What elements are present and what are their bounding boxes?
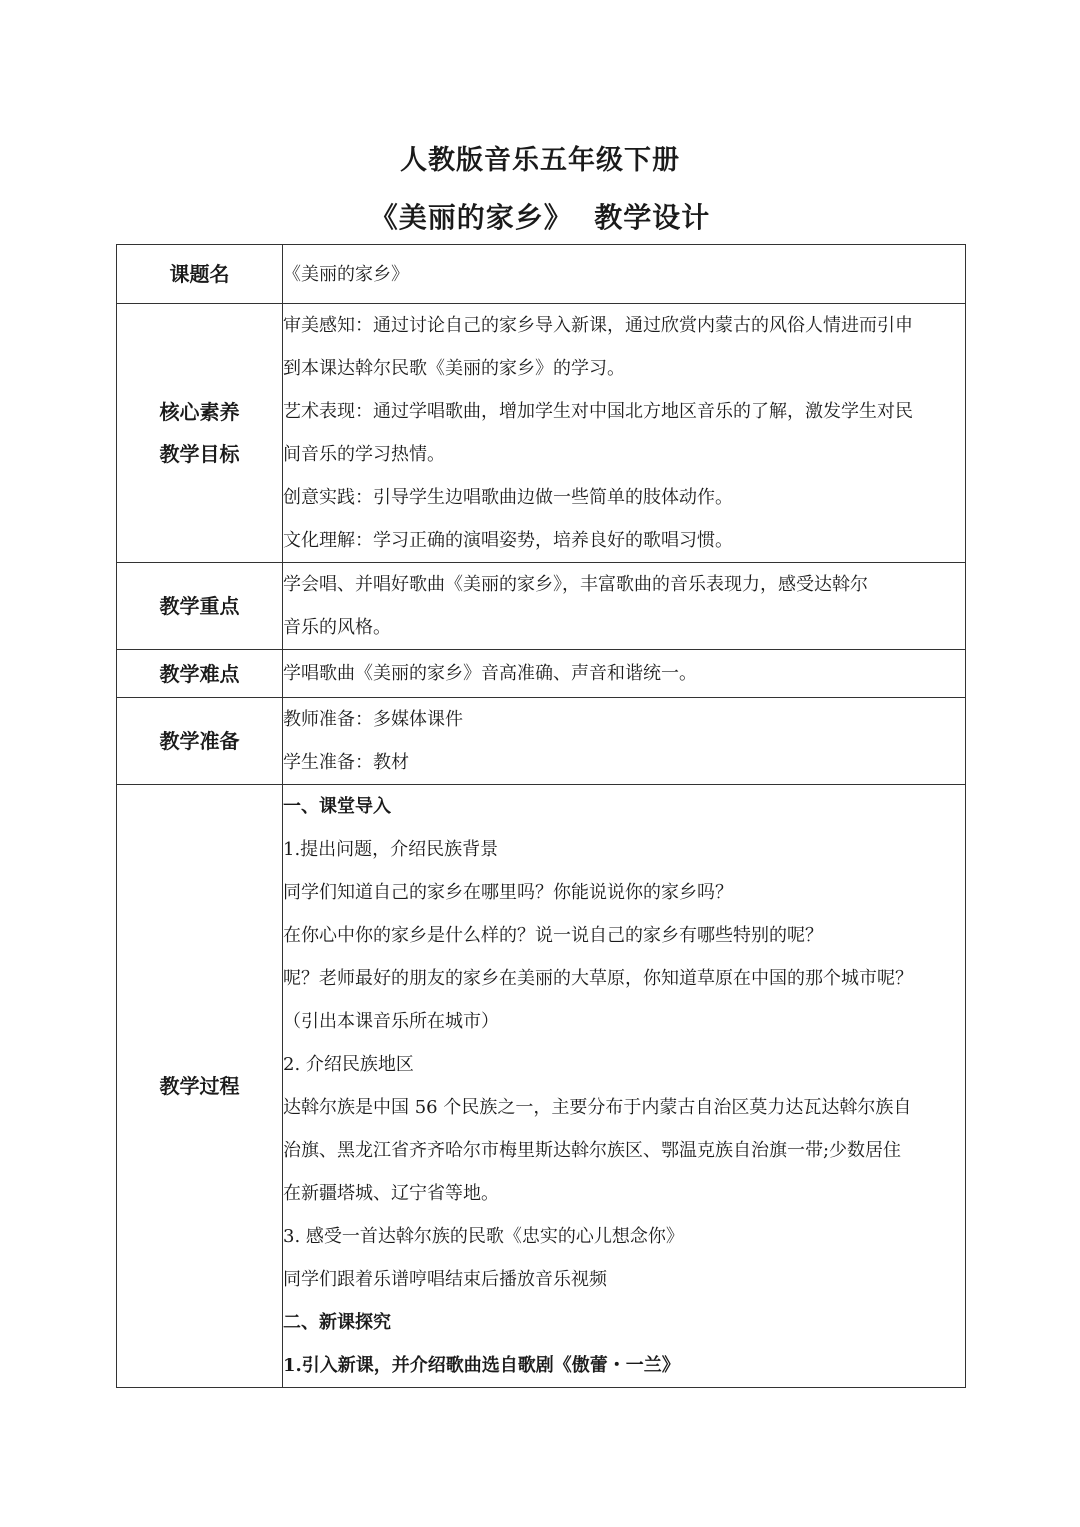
key-points-line: 音乐的风格。 xyxy=(283,617,391,638)
section-heading: 一、课堂导入 xyxy=(283,796,391,817)
goal-line: 文化理解：学习正确的演唱姿势，培养良好的歌唱习惯。 xyxy=(283,530,733,551)
key-points-content xyxy=(283,563,966,650)
process-line: 1.提出问题，介绍民族背景 xyxy=(283,839,499,860)
process-line: 呢？老师最好的朋友的家乡在美丽的大草原，你知道草原在中国的那个城市呢？ xyxy=(283,968,913,989)
process-line: 1.引入新课，并介绍歌曲选自歌剧《傲蕾・一兰》 xyxy=(283,1355,680,1376)
preparation-content xyxy=(283,698,966,785)
preparation-row xyxy=(117,698,966,785)
goal-line: 艺术表现：通过学唱歌曲，增加学生对中国北方地区音乐的了解，激发学生对民 xyxy=(283,401,913,422)
process-line: 2. 介绍民族地区 xyxy=(283,1054,414,1075)
process-line: 在新疆塔城、辽宁省等地。 xyxy=(283,1183,499,1204)
process-line: 同学们知道自己的家乡在哪里吗？你能说说你的家乡吗？ xyxy=(283,882,733,903)
process-label: 教学过程 xyxy=(117,785,283,1388)
key-points-row xyxy=(117,563,966,650)
teacher-preparation: 教师准备：多媒体课件 xyxy=(283,709,463,730)
topic-label: 课题名 xyxy=(117,245,283,304)
difficulties-content xyxy=(283,650,966,698)
process-line: （引出本课音乐所在城市） xyxy=(283,1011,499,1032)
document-subtitle: 《美丽的家乡》 教学设计 xyxy=(369,201,711,234)
difficulties-label: 教学难点 xyxy=(117,650,283,698)
difficulties-text: 学唱歌曲《美丽的家乡》音高准确、声音和谐统一。 xyxy=(283,663,697,684)
preparation-label: 教学准备 xyxy=(117,698,283,785)
process-line: 同学们跟着乐谱哼唱结束后播放音乐视频 xyxy=(283,1269,607,1290)
goal-line: 审美感知：通过讨论自己的家乡导入新课，通过欣赏内蒙古的风俗人情进而引申 xyxy=(283,315,913,336)
goals-label xyxy=(117,304,283,563)
document-title: 人教版音乐五年级下册 xyxy=(400,145,680,176)
goal-line: 间音乐的学习热情。 xyxy=(283,444,445,465)
process-line: 在你心中你的家乡是什么样的？说一说自己的家乡有哪些特别的呢？ xyxy=(283,925,823,946)
goals-label-line2: 教学目标 xyxy=(159,442,240,466)
process-line: 3. 感受一首达斡尔族的民歌《忠实的心儿想念你》 xyxy=(283,1226,684,1247)
topic-value xyxy=(283,245,966,304)
topic-row xyxy=(117,245,966,304)
section-heading: 二、新课探究 xyxy=(283,1312,391,1333)
key-points-line: 学会唱、并唱好歌曲《美丽的家乡》，丰富歌曲的音乐表现力，感受达斡尔 xyxy=(283,574,868,595)
process-line: 达斡尔族是中国 56 个民族之一，主要分布于内蒙古自治区莫力达瓦达斡尔族自 xyxy=(283,1097,912,1118)
lesson-plan-table xyxy=(116,244,966,1388)
student-preparation: 学生准备：教材 xyxy=(283,752,409,773)
process-row xyxy=(117,785,966,1388)
goals-content xyxy=(283,304,966,563)
topic-text: 《美丽的家乡》 xyxy=(283,263,409,285)
key-points-label: 教学重点 xyxy=(117,563,283,650)
process-line: 治旗、黑龙江省齐齐哈尔市梅里斯达斡尔族区、鄂温克族自治旗一带;少数居住 xyxy=(283,1140,902,1161)
goals-row xyxy=(117,304,966,563)
process-content xyxy=(283,785,966,1388)
goal-line: 到本课达斡尔民歌《美丽的家乡》的学习。 xyxy=(283,358,625,379)
difficulties-row xyxy=(117,650,966,698)
goal-line: 创意实践：引导学生边唱歌曲边做一些简单的肢体动作。 xyxy=(283,487,733,508)
goals-label-line1: 核心素养 xyxy=(159,400,240,424)
